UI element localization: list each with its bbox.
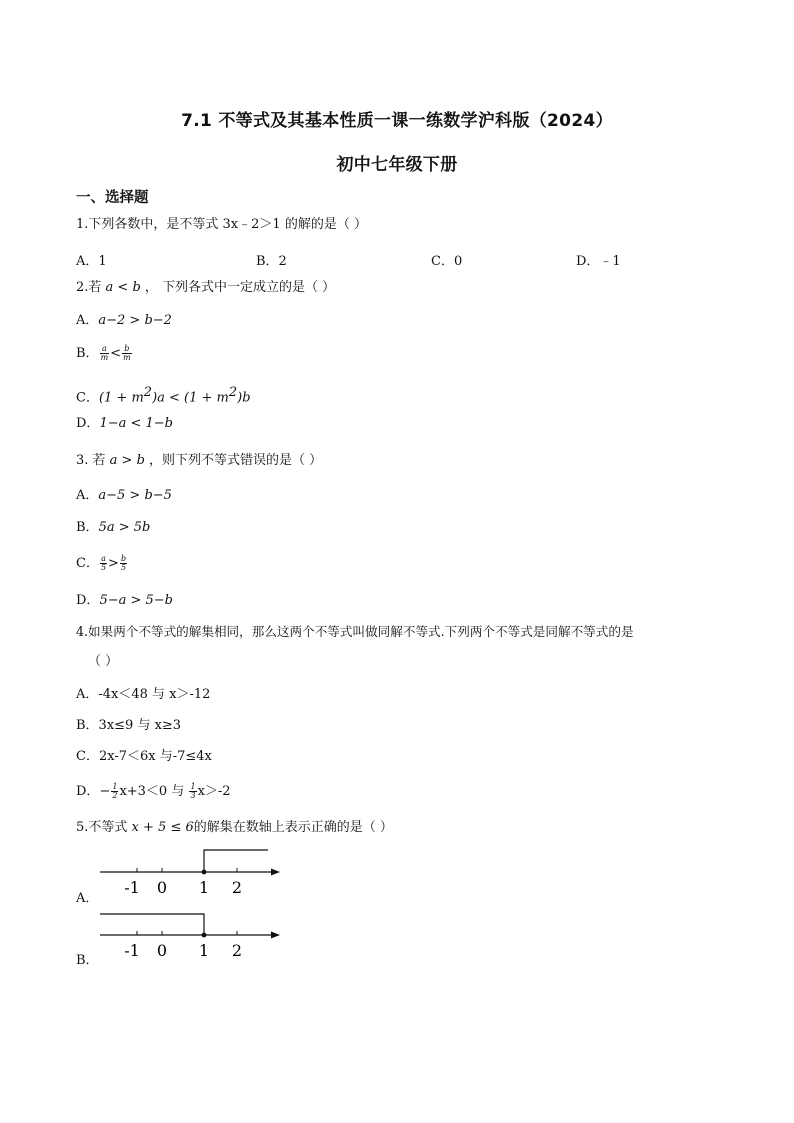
q2-option-a: [76, 312, 172, 330]
q4-d-label: D．: [76, 784, 100, 799]
q3-a-label: A．: [76, 488, 99, 503]
q1-option-d: D．﹣1: [576, 254, 621, 269]
solid-dot: [202, 870, 207, 875]
q3-stem-suffix: ，则下列不等式错误的是（ ）: [144, 453, 323, 468]
tick-label: -1: [124, 941, 140, 960]
number-line-arrow: [271, 932, 280, 939]
q2-option-c: [76, 384, 251, 407]
question-2-stem: [76, 279, 335, 297]
question-3-stem: [76, 452, 322, 470]
q3-stem-math: a > b: [109, 453, 145, 468]
q5-option-b-number-line: [96, 908, 286, 963]
tick-label: 0: [156, 941, 168, 960]
question-1-stem: 1.下列各数中，是不等式 3x﹣2＞1 的解的是（ ）: [76, 217, 367, 232]
tick-label: 2: [231, 878, 243, 897]
q5-option-a-label: A．: [76, 891, 99, 906]
q3-option-d: [76, 592, 173, 610]
q4-d-end: x＞-2: [197, 784, 231, 799]
q3-stem-prefix: 3. 若: [76, 453, 110, 468]
q2-d-label: D．: [76, 416, 100, 431]
q3-c-fraction-2: $\frac{b}{5}$: [120, 554, 127, 572]
document-title: 7.1 不等式及其基本性质一课一练数学沪科版（2024）: [181, 111, 613, 131]
q3-option-b: [76, 519, 150, 537]
q2-stem-math: a < b: [105, 280, 141, 295]
q4-d-mid: x+3＜0 与: [119, 784, 189, 799]
q4-option-b: B．3x≤9 与 x≥3: [76, 718, 182, 733]
solid-dot: [202, 933, 207, 938]
q3-d-math: 5−a > 5−b: [99, 593, 173, 608]
q1-option-b: B．2: [256, 254, 287, 269]
q3-c-fraction-1: $\frac{a}{5}$: [100, 554, 107, 572]
q3-option-c: [76, 555, 128, 573]
q5-option-a-number-line: [96, 845, 286, 900]
q2-b-fraction-2: $\frac{b}{m}$: [123, 344, 131, 362]
q2-c-sup: 2: [143, 385, 153, 400]
tick-label: 2: [231, 941, 243, 960]
q2-option-d: [76, 415, 173, 433]
q3-d-label: D．: [76, 593, 100, 608]
tick-label: 1: [198, 941, 210, 960]
tick-label: 1: [198, 878, 210, 897]
question-4-stem-line-1: 4.如果两个不等式的解集相同，那么这两个不等式叫做同解不等式.下列两个不等式是同解不等式的是: [76, 624, 634, 639]
question-4-stem-line-2: （ ）: [88, 654, 119, 669]
solution-range-left: [100, 914, 204, 935]
q3-c-operator: >: [108, 556, 119, 571]
q4-option-c: C．2x-7＜6x 与-7≤4x: [76, 749, 212, 764]
tick-label: 0: [156, 878, 168, 897]
q2-option-b: [76, 345, 133, 363]
q2-c-label: C．: [76, 390, 99, 406]
q3-c-label: C．: [76, 556, 99, 571]
number-line-arrow: [271, 869, 280, 876]
q2-stem-prefix: 2.若: [76, 280, 106, 295]
q2-c-sup-2: 2: [228, 385, 238, 400]
q2-c-math-mid: )a < (1 + m: [152, 390, 229, 406]
q1-option-c: C．0: [431, 254, 463, 269]
section-heading: 一、选择题: [76, 190, 149, 206]
q3-b-label: B．: [76, 520, 99, 535]
q1-option-a: A．1: [76, 254, 107, 269]
q2-b-operator: <: [110, 346, 122, 361]
q5-option-b-label: B．: [76, 953, 99, 968]
tick-label: -1: [124, 878, 140, 897]
q2-b-label: B．: [76, 346, 99, 361]
document-subtitle: 初中七年级下册: [336, 155, 458, 175]
q5-stem-math: x + 5 ≤ 6: [131, 820, 194, 835]
q4-option-d: [76, 783, 231, 801]
q2-a-label: A．: [76, 313, 99, 328]
q4-d-minus: −: [99, 784, 111, 799]
q4-d-fraction-2: $\frac{1}{3}$: [190, 782, 196, 800]
question-5-stem: [76, 819, 393, 837]
q5-stem-suffix: 的解集在数轴上表示正确的是（ ）: [193, 820, 393, 835]
q3-a-math: a−5 > b−5: [98, 488, 172, 503]
q2-c-math-left: (1 + m: [98, 390, 144, 406]
q3-b-math: 5a > 5b: [98, 520, 151, 535]
q3-option-a: [76, 487, 172, 505]
q4-d-fraction-1: $\frac{1}{2}$: [112, 782, 118, 800]
q2-d-math: 1−a < 1−b: [99, 416, 173, 431]
solution-range-right: [204, 850, 268, 872]
q2-a-math: a−2 > b−2: [98, 313, 172, 328]
q5-stem-prefix: 5.不等式: [76, 820, 132, 835]
q2-stem-suffix: ， 下列各式中一定成立的是（ ）: [140, 280, 336, 295]
q2-c-math-right: )b: [237, 390, 251, 406]
q2-b-fraction-1: $\frac{a}{m}$: [100, 344, 109, 362]
q4-option-a: A．-4x＜48 与 x＞-12: [76, 687, 211, 702]
